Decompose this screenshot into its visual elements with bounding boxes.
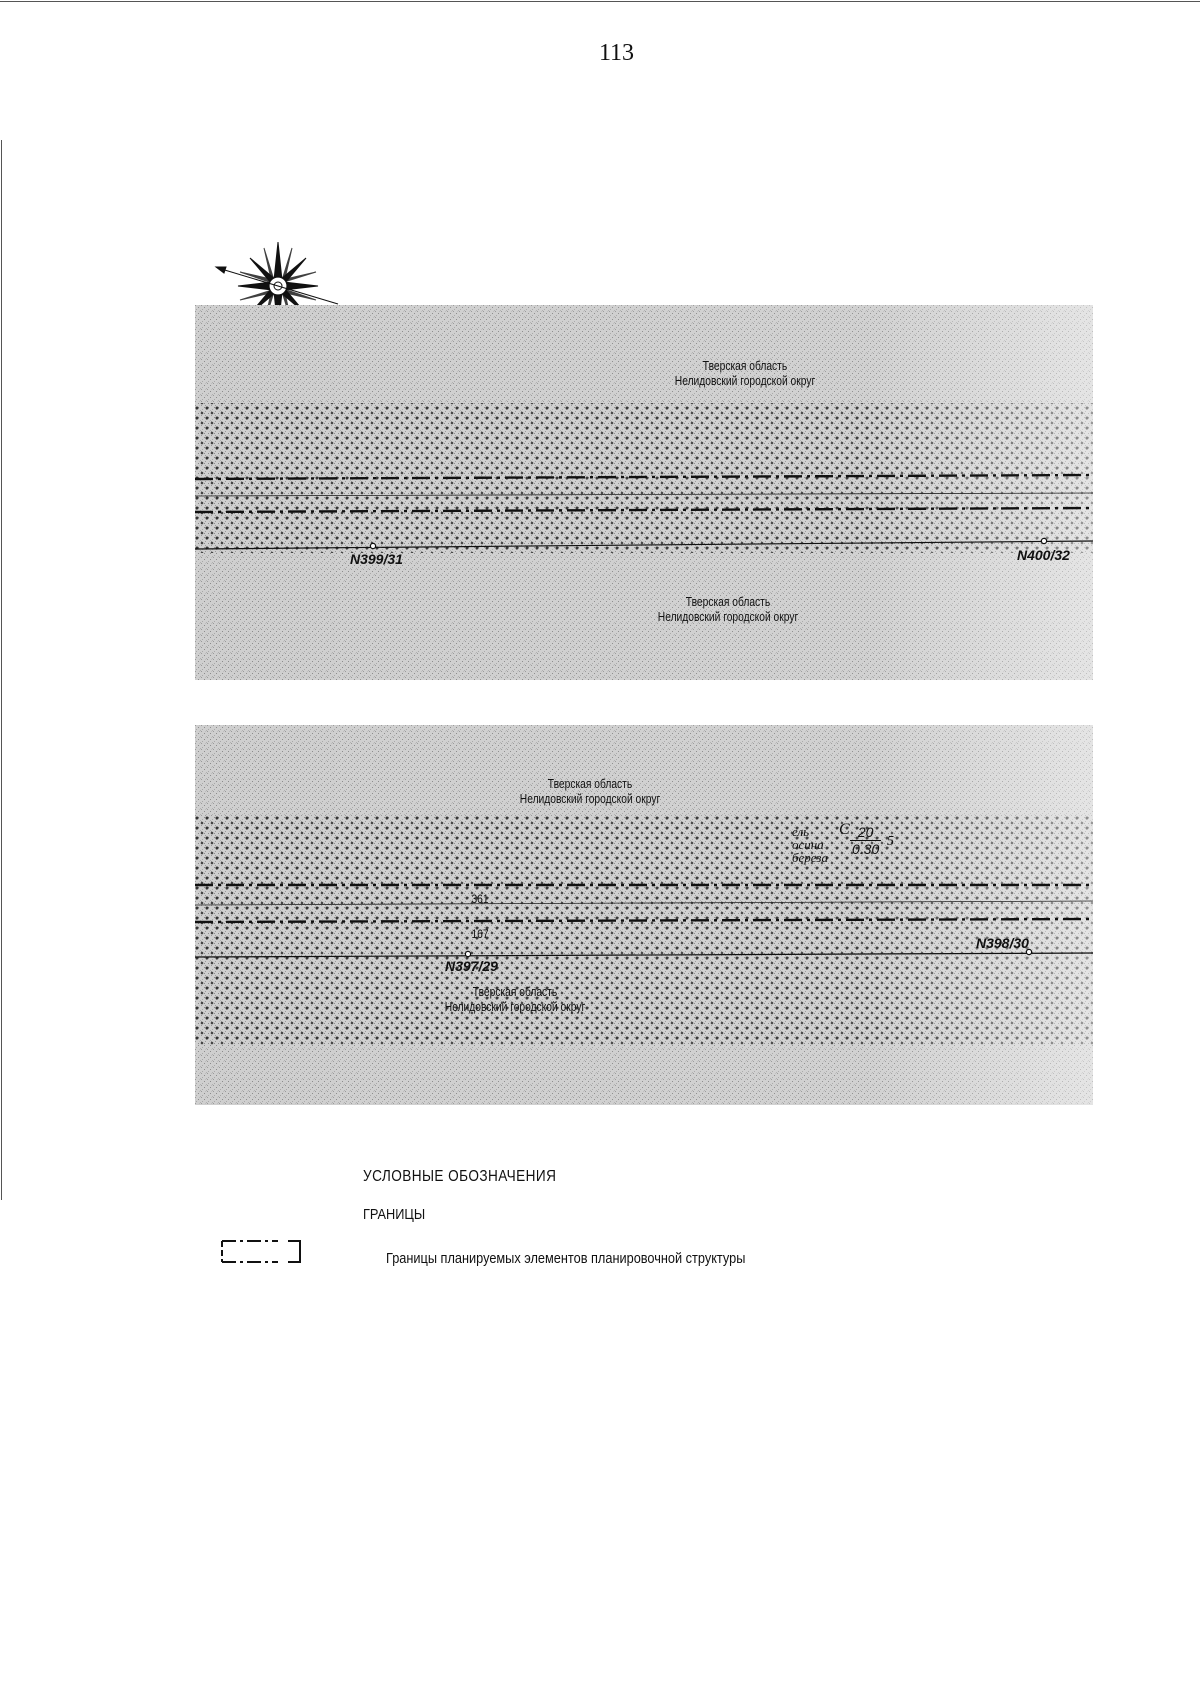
map-1-point-right: N400/32 [1017, 547, 1070, 563]
forest-species-2: осина [792, 837, 824, 852]
forest-fraction [850, 824, 881, 857]
forest-symbol: С [839, 821, 850, 838]
region-line-1: Тверская область [702, 359, 788, 373]
page-edge-left [1, 140, 2, 1200]
map-panel-2 [195, 725, 1093, 1105]
map-2-number-upper: 361 [471, 892, 489, 906]
region-line-2: Нелидовский городской округ [674, 374, 816, 388]
forest-species-3: береза [792, 850, 828, 865]
region-line-1: Тверская область [472, 985, 558, 999]
page-edge-top [0, 1, 1200, 2]
forest-denominator: 0.30 [852, 841, 880, 857]
map-2-region-bottom [441, 985, 589, 1015]
map-1-canvas [195, 305, 1093, 680]
legend-section-title: ГРАНИЦЫ [363, 1206, 426, 1223]
legend-item-label: Границы планируемых элементов планировочной структуры [386, 1250, 746, 1267]
forest-numerator: 20 [850, 824, 881, 841]
region-line-2: Нелидовский городской округ [657, 610, 799, 624]
legend-title: УСЛОВНЫЕ ОБОЗНАЧЕНИЯ [363, 1168, 557, 1185]
map-panel-1 [195, 305, 1093, 680]
map-2-region-top [516, 777, 664, 807]
region-line-2: Нелидовский городской округ [519, 792, 661, 806]
map-1-region-top [671, 359, 819, 389]
boundary-dashdot-icon [218, 1236, 304, 1271]
map-2-point-left: N397/29 [445, 958, 498, 974]
region-line-1: Тверская область [547, 777, 633, 791]
forest-species-1: ель [792, 824, 810, 839]
map-2-number-lower: 167 [471, 927, 489, 941]
map-1-region-bottom [654, 595, 802, 625]
forest-suffix: 5 [887, 834, 894, 849]
region-line-2: Нелидовский городской округ [444, 1000, 586, 1014]
forest-species-list [792, 825, 828, 864]
page-number: 113 [598, 40, 635, 66]
region-line-1: Тверская область [685, 595, 771, 609]
map-2-point-right: N398/30 [976, 935, 1029, 951]
map-1-point-left: N399/31 [350, 551, 403, 567]
